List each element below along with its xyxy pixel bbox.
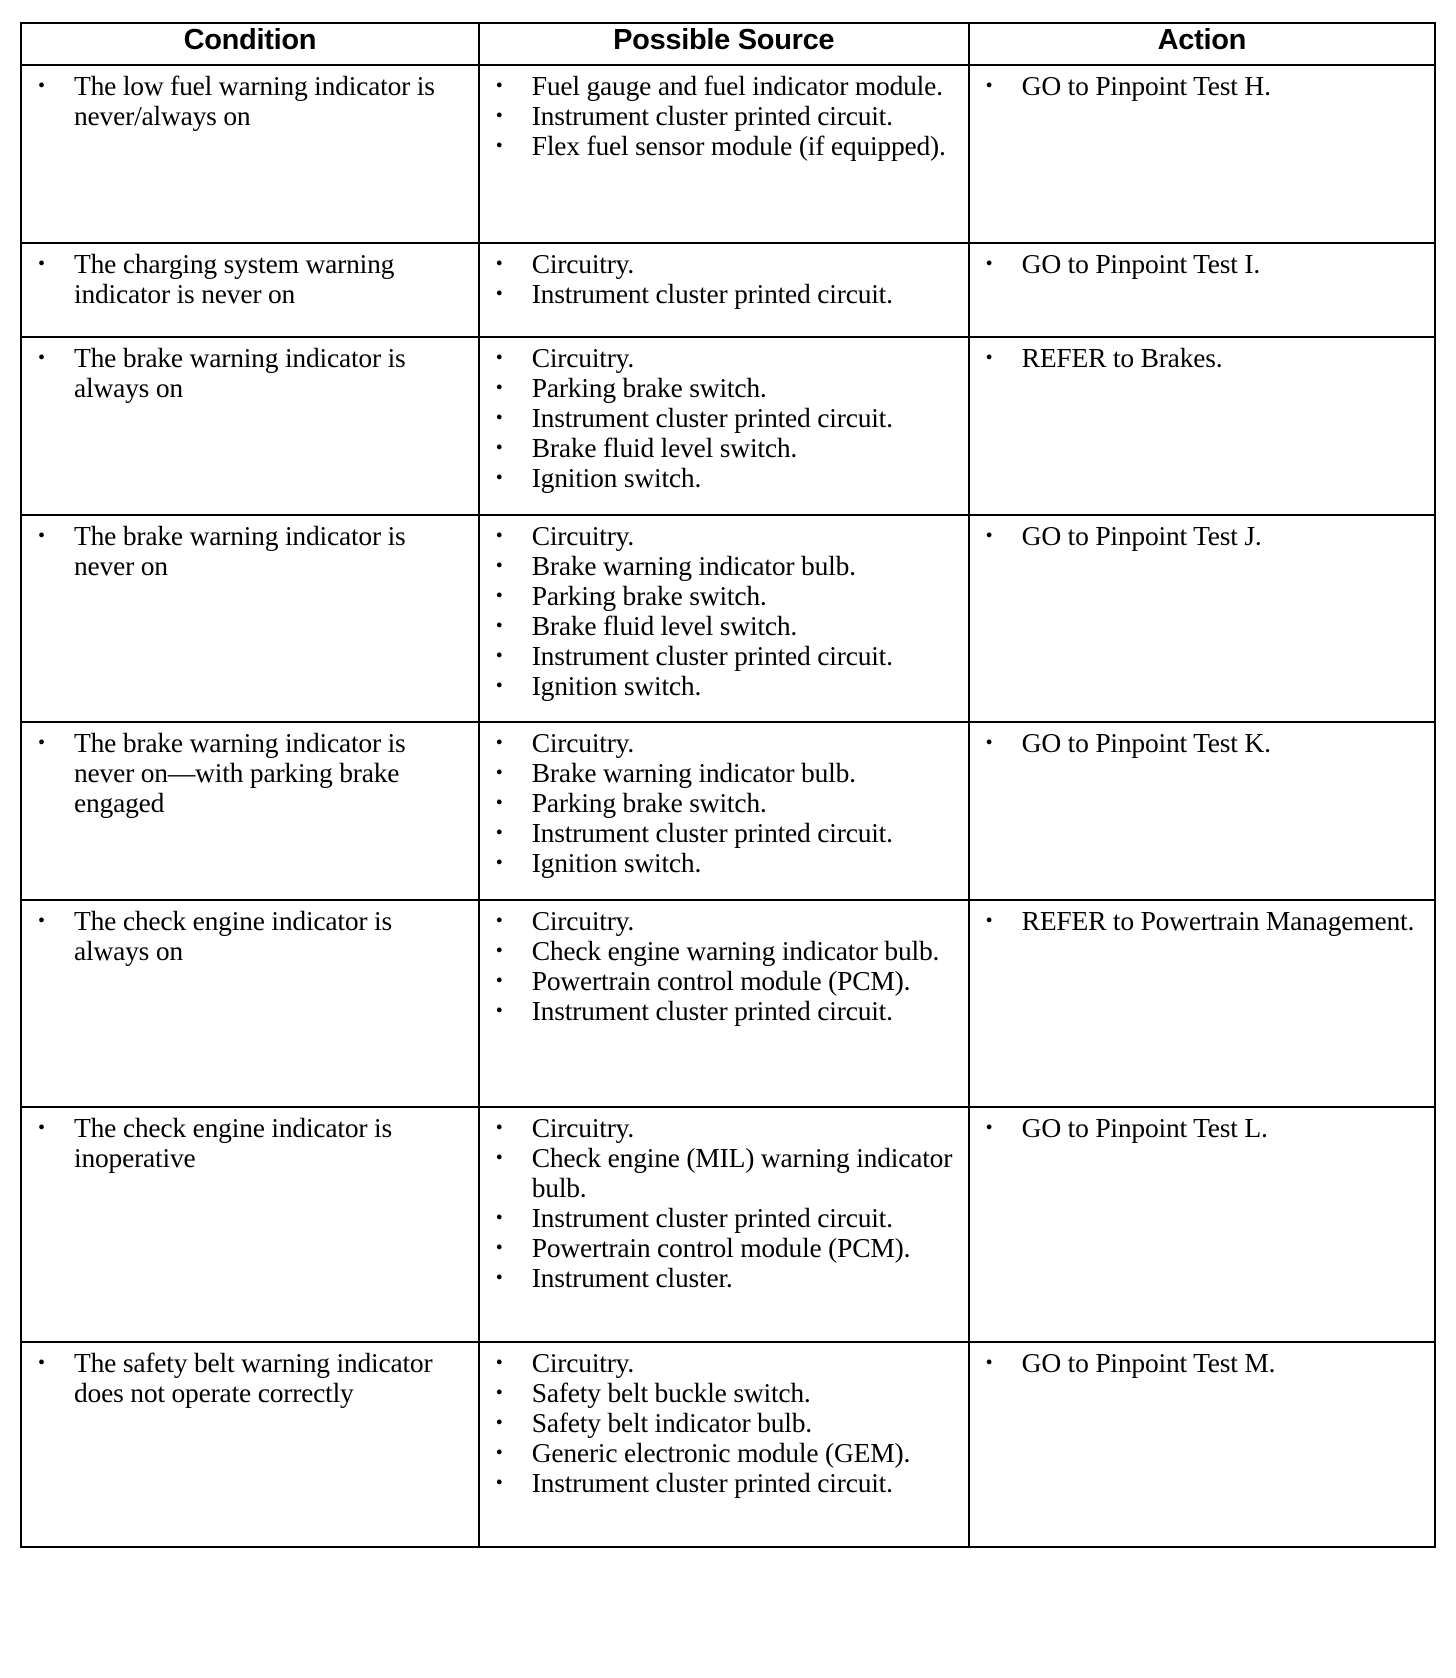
- source-item: [490, 343, 962, 373]
- action-cell-list: [980, 521, 1428, 551]
- possible-source-cell: [479, 243, 969, 337]
- table-body: [21, 65, 1435, 1547]
- source-item-text: Ignition switch.: [531, 462, 702, 493]
- bullet-icon: •: [38, 253, 45, 275]
- source-item-text: Instrument cluster printed circuit.: [531, 402, 893, 433]
- bullet-icon: •: [495, 585, 503, 607]
- condition-item-text: The brake warning indicator is never on—with parking brake engaged: [74, 727, 406, 818]
- source-item-text: Circuitry.: [531, 1112, 635, 1143]
- bullet-icon: •: [495, 467, 503, 489]
- bullet-icon: •: [495, 1207, 503, 1229]
- possible-source-cell: [479, 65, 969, 243]
- source-item-text: Instrument cluster printed circuit.: [531, 817, 893, 848]
- source-item-text: Safety belt buckle switch.: [531, 1377, 811, 1408]
- bullet-icon: •: [495, 75, 503, 97]
- condition-cell: [21, 515, 479, 722]
- source-item-text: Circuitry.: [531, 520, 635, 551]
- bullet-icon: •: [985, 525, 993, 547]
- condition-item: [32, 521, 472, 581]
- source-item: [490, 551, 962, 581]
- bullet-icon: •: [985, 732, 993, 754]
- source-item: [490, 131, 962, 161]
- table-row: [21, 900, 1435, 1107]
- condition-cell-list: [32, 521, 472, 581]
- table-row: [21, 722, 1435, 900]
- table-row: [21, 1342, 1435, 1547]
- action-item: [980, 249, 1428, 279]
- bullet-icon: •: [985, 347, 993, 369]
- table-row: [21, 243, 1435, 337]
- action-cell: [969, 1107, 1435, 1342]
- bullet-icon: •: [495, 1412, 503, 1434]
- possible-source-cell-list: [490, 728, 962, 878]
- bullet-icon: •: [495, 555, 503, 577]
- action-cell: [969, 243, 1435, 337]
- source-item: [490, 1263, 962, 1293]
- action-cell: [969, 1342, 1435, 1547]
- bullet-icon: •: [495, 1000, 503, 1022]
- possible-source-cell-list: [490, 1113, 962, 1293]
- source-item: [490, 848, 962, 878]
- source-item-text: Check engine warning indicator bulb.: [531, 935, 940, 966]
- source-item: [490, 1348, 962, 1378]
- bullet-icon: •: [495, 762, 503, 784]
- possible-source-cell-list: [490, 71, 962, 161]
- bullet-icon: •: [495, 407, 503, 429]
- bullet-icon: •: [38, 525, 45, 547]
- bullet-icon: •: [495, 1382, 503, 1404]
- source-item-text: Instrument cluster printed circuit.: [531, 100, 893, 131]
- source-item: [490, 1408, 962, 1438]
- condition-cell-list: [32, 249, 472, 309]
- action-cell-list: [980, 906, 1428, 936]
- condition-item: [32, 728, 472, 818]
- table-row: [21, 515, 1435, 722]
- source-item-text: Fuel gauge and fuel indicator module.: [531, 70, 943, 101]
- source-item-text: Generic electronic module (GEM).: [531, 1437, 911, 1468]
- action-item-text: GO to Pinpoint Test L.: [1021, 1112, 1268, 1143]
- source-item: [490, 728, 962, 758]
- source-item: [490, 818, 962, 848]
- source-item: [490, 788, 962, 818]
- condition-cell: [21, 722, 479, 900]
- action-item-text: GO to Pinpoint Test M.: [1021, 1347, 1276, 1378]
- diagnosis-table: [20, 22, 1436, 1548]
- condition-item-text: The check engine indicator is always on: [74, 905, 392, 966]
- header-condition: Condition: [21, 23, 479, 65]
- possible-source-cell-list: [490, 521, 962, 701]
- source-item-text: Powertrain control module (PCM).: [531, 965, 911, 996]
- source-item-text: Instrument cluster printed circuit.: [531, 1467, 893, 1498]
- condition-cell: [21, 900, 479, 1107]
- source-item: [490, 671, 962, 701]
- source-item: [490, 1233, 962, 1263]
- bullet-icon: •: [495, 940, 503, 962]
- source-item-text: Circuitry.: [531, 727, 635, 758]
- bullet-icon: •: [495, 1267, 503, 1289]
- source-item-text: Instrument cluster printed circuit.: [531, 640, 893, 671]
- source-item: [490, 279, 962, 309]
- bullet-icon: •: [985, 253, 993, 275]
- action-item: [980, 906, 1428, 936]
- bullet-icon: •: [985, 910, 993, 932]
- condition-item-text: The safety belt warning indicator does not operate correctly: [74, 1347, 433, 1408]
- source-item: [490, 966, 962, 996]
- source-item: [490, 1438, 962, 1468]
- source-item: [490, 1113, 962, 1143]
- source-item: [490, 101, 962, 131]
- source-item-text: Instrument cluster printed circuit.: [531, 278, 893, 309]
- bullet-icon: •: [985, 75, 993, 97]
- source-item: [490, 611, 962, 641]
- action-item: [980, 521, 1428, 551]
- action-cell-list: [980, 71, 1428, 101]
- bullet-icon: •: [38, 910, 45, 932]
- source-item: [490, 403, 962, 433]
- possible-source-cell-list: [490, 906, 962, 1026]
- source-item-text: Brake fluid level switch.: [531, 610, 798, 641]
- possible-source-cell: [479, 337, 969, 515]
- possible-source-cell: [479, 722, 969, 900]
- possible-source-cell: [479, 1107, 969, 1342]
- source-item-text: Circuitry.: [531, 905, 635, 936]
- source-item-text: Parking brake switch.: [531, 372, 767, 403]
- source-item-text: Circuitry.: [531, 342, 635, 373]
- action-cell-list: [980, 249, 1428, 279]
- bullet-icon: •: [495, 437, 503, 459]
- action-item: [980, 728, 1428, 758]
- table-header-row: [21, 23, 1435, 65]
- source-item-text: Flex fuel sensor module (if equipped).: [531, 130, 946, 161]
- bullet-icon: •: [38, 1352, 45, 1374]
- source-item: [490, 249, 962, 279]
- condition-cell: [21, 65, 479, 243]
- condition-cell: [21, 243, 479, 337]
- action-item: [980, 1348, 1428, 1378]
- condition-cell: [21, 337, 479, 515]
- possible-source-cell-list: [490, 249, 962, 309]
- bullet-icon: •: [495, 615, 503, 637]
- action-cell: [969, 65, 1435, 243]
- action-item-text: REFER to Powertrain Management.: [1021, 905, 1415, 936]
- bullet-icon: •: [495, 253, 503, 275]
- source-item: [490, 1143, 962, 1203]
- condition-item-text: The low fuel warning indicator is never/always on: [74, 70, 435, 131]
- action-item: [980, 343, 1428, 373]
- header-action: Action: [969, 23, 1435, 65]
- bullet-icon: •: [495, 525, 503, 547]
- condition-cell-list: [32, 1348, 472, 1408]
- bullet-icon: •: [38, 75, 45, 97]
- source-item-text: Circuitry.: [531, 248, 635, 279]
- source-item-text: Parking brake switch.: [531, 787, 767, 818]
- bullet-icon: •: [38, 347, 45, 369]
- condition-cell: [21, 1107, 479, 1342]
- possible-source-cell: [479, 515, 969, 722]
- bullet-icon: •: [495, 347, 503, 369]
- source-item-text: Safety belt indicator bulb.: [531, 1407, 812, 1438]
- source-item: [490, 373, 962, 403]
- bullet-icon: •: [495, 1117, 503, 1139]
- bullet-icon: •: [985, 1117, 993, 1139]
- bullet-icon: •: [495, 1237, 503, 1259]
- condition-item-text: The charging system warning indicator is never on: [74, 248, 395, 309]
- bullet-icon: •: [495, 970, 503, 992]
- condition-cell-list: [32, 1113, 472, 1173]
- source-item-text: Instrument cluster.: [531, 1262, 733, 1293]
- bullet-icon: •: [38, 1117, 45, 1139]
- condition-item: [32, 343, 472, 403]
- source-item-text: Powertrain control module (PCM).: [531, 1232, 911, 1263]
- condition-item: [32, 71, 472, 131]
- source-item: [490, 433, 962, 463]
- bullet-icon: •: [495, 822, 503, 844]
- bullet-icon: •: [985, 1352, 993, 1374]
- condition-item: [32, 906, 472, 966]
- source-item: [490, 581, 962, 611]
- source-item: [490, 906, 962, 936]
- condition-cell-list: [32, 343, 472, 403]
- source-item-text: Brake warning indicator bulb.: [531, 757, 856, 788]
- bullet-icon: •: [495, 852, 503, 874]
- possible-source-cell-list: [490, 1348, 962, 1498]
- bullet-icon: •: [495, 135, 503, 157]
- condition-item: [32, 1113, 472, 1173]
- action-cell-list: [980, 343, 1428, 373]
- source-item: [490, 463, 962, 493]
- action-item-text: GO to Pinpoint Test H.: [1021, 70, 1271, 101]
- action-cell: [969, 515, 1435, 722]
- action-item: [980, 1113, 1428, 1143]
- action-cell: [969, 900, 1435, 1107]
- action-item-text: GO to Pinpoint Test K.: [1021, 727, 1271, 758]
- header-possible-source: Possible Source: [479, 23, 969, 65]
- action-cell-list: [980, 728, 1428, 758]
- condition-item-text: The check engine indicator is inoperative: [74, 1112, 392, 1173]
- source-item: [490, 936, 962, 966]
- table-row: [21, 337, 1435, 515]
- condition-item: [32, 1348, 472, 1408]
- source-item-text: Parking brake switch.: [531, 580, 767, 611]
- source-item-text: Instrument cluster printed circuit.: [531, 1202, 893, 1233]
- condition-item-text: The brake warning indicator is never on: [74, 520, 406, 581]
- condition-item-text: The brake warning indicator is always on: [74, 342, 406, 403]
- possible-source-cell: [479, 1342, 969, 1547]
- condition-cell-list: [32, 906, 472, 966]
- condition-cell: [21, 1342, 479, 1547]
- action-item-text: REFER to Brakes.: [1021, 342, 1223, 373]
- condition-cell-list: [32, 728, 472, 818]
- bullet-icon: •: [495, 377, 503, 399]
- bullet-icon: •: [495, 1472, 503, 1494]
- bullet-icon: •: [495, 645, 503, 667]
- bullet-icon: •: [495, 910, 503, 932]
- bullet-icon: •: [495, 792, 503, 814]
- bullet-icon: •: [495, 1147, 503, 1169]
- source-item-text: Ignition switch.: [531, 847, 702, 878]
- condition-item: [32, 249, 472, 309]
- source-item: [490, 1203, 962, 1233]
- bullet-icon: •: [495, 1352, 503, 1374]
- action-cell-list: [980, 1113, 1428, 1143]
- bullet-icon: •: [495, 675, 503, 697]
- source-item: [490, 521, 962, 551]
- possible-source-cell: [479, 900, 969, 1107]
- source-item: [490, 641, 962, 671]
- condition-cell-list: [32, 71, 472, 131]
- source-item-text: Brake fluid level switch.: [531, 432, 798, 463]
- table-row: [21, 1107, 1435, 1342]
- source-item: [490, 996, 962, 1026]
- bullet-icon: •: [495, 283, 503, 305]
- action-item-text: GO to Pinpoint Test I.: [1021, 248, 1261, 279]
- source-item-text: Check engine (MIL) warning indicator bulb.: [531, 1142, 953, 1203]
- possible-source-cell-list: [490, 343, 962, 493]
- bullet-icon: •: [495, 105, 503, 127]
- action-item: [980, 71, 1428, 101]
- source-item: [490, 71, 962, 101]
- action-cell-list: [980, 1348, 1428, 1378]
- table-row: [21, 65, 1435, 243]
- source-item: [490, 1468, 962, 1498]
- bullet-icon: •: [495, 1442, 503, 1464]
- source-item-text: Circuitry.: [531, 1347, 635, 1378]
- source-item: [490, 1378, 962, 1408]
- source-item-text: Ignition switch.: [531, 670, 702, 701]
- source-item-text: Brake warning indicator bulb.: [531, 550, 856, 581]
- action-cell: [969, 722, 1435, 900]
- action-item-text: GO to Pinpoint Test J.: [1021, 520, 1262, 551]
- source-item: [490, 758, 962, 788]
- action-cell: [969, 337, 1435, 515]
- bullet-icon: •: [495, 732, 503, 754]
- bullet-icon: •: [38, 732, 45, 754]
- source-item-text: Instrument cluster printed circuit.: [531, 995, 893, 1026]
